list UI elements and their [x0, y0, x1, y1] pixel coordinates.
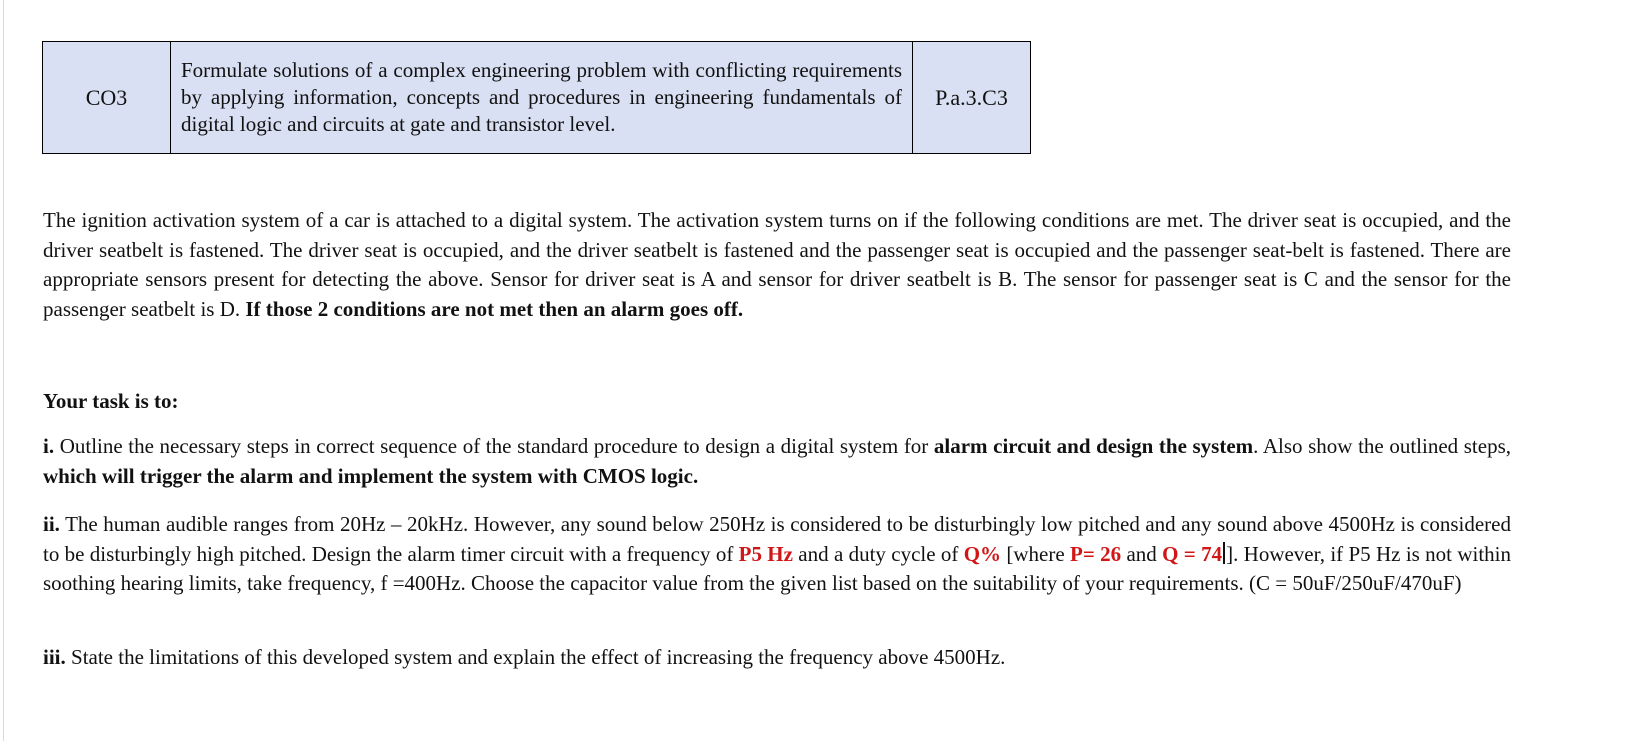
task-i-bold-2: which will trigger the alarm and implement the system with CMOS logic. — [43, 463, 699, 488]
task-i-text-1: Outline the necessary steps in correct sequence of the standard procedure to design a digital system for — [54, 434, 934, 458]
task-i-number: i. — [43, 434, 55, 458]
task-ii-number: ii. — [43, 512, 60, 536]
task-heading: Your task is to: — [43, 389, 179, 413]
frequency-variable: P5 Hz — [738, 541, 793, 566]
task-ii-text-5: ]. However, if P5 Hz is not within soothing hearing limits, take frequency, f =400Hz. Choose the capacitor value from the given list based on the suitability of your requirements. (C = 50uF/250uF/470uF) — [43, 541, 1511, 595]
task-i-paragraph — [43, 432, 1511, 491]
duty-cycle-variable: Q% — [963, 541, 1002, 566]
co-description-cell: Formulate solutions of a complex engineering problem with conflicting requirements by applying information, concepts and procedures in engineering fundamentals of digital logic and circuits at gate and transistor level. — [171, 42, 913, 154]
task-i-text-2: . Also show the outlined steps, — [1253, 434, 1511, 458]
task-ii-paragraph — [43, 510, 1511, 599]
problem-statement-text: The ignition activation system of a car is attached to a digital system. The activation system turns on if the following conditions are met. The driver seat is occupied, and the driver seatbelt is fastened. The driver seat is occupied, and the driver seatbelt is fastened and the passenger seat is occupied and the passenger seat-belt is fastened. There are appropriate sensors present for detecting the above. Sensor for driver seat is A and sensor for driver seatbelt is B. The sensor for passenger seat is C and the sensor for the passenger seatbelt is D. — [43, 208, 1511, 321]
course-outcome-row — [43, 42, 1031, 154]
task-ii-text-4: and — [1121, 541, 1163, 566]
co-reference-cell: P.a.3.C3 — [913, 42, 1031, 154]
alarm-condition-text: If those 2 conditions are not met then an alarm goes off. — [245, 296, 744, 321]
problem-statement-paragraph — [43, 206, 1511, 324]
task-iii-number: iii. — [43, 645, 66, 669]
task-ii-text-2: and a duty cycle of — [792, 541, 964, 566]
task-i-bold-1: alarm circuit and design the system — [933, 434, 1254, 458]
task-ii-text-1: The human audible ranges from 20Hz – 20kHz. However, any sound below 250Hz is considered to be disturbingly low pitched and any sound above 4500Hz is considered to be disturbingly high pitched. Design the alarm timer circuit with a frequency of — [43, 512, 1511, 566]
p-value: P= 26 — [1070, 541, 1122, 566]
q-value: Q = 74 — [1162, 541, 1223, 566]
co-code-cell: CO3 — [43, 42, 171, 154]
task-iii-paragraph — [43, 643, 1511, 673]
text-cursor — [1223, 542, 1225, 564]
course-outcome-table — [42, 41, 1031, 154]
task-ii-text-3: [where — [1001, 541, 1070, 566]
task-iii-text: State the limitations of this developed system and explain the effect of increasing the frequency above 4500Hz. — [65, 645, 1006, 669]
